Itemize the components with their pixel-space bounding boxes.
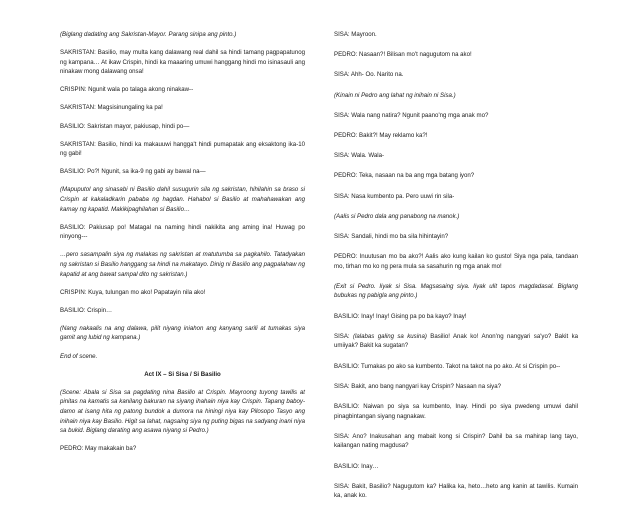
dialogue-line: SAKRISTAN: Basilio, may multa kang dalawang real dahil sa hindi tamang pagpapatunog ng kampana… At ikaw Crispin, hindi ka maaaring umuwi hanggang hindi mo isinasauli ang ninakaw mong dalawang onsa!	[60, 49, 305, 76]
dialogue-line: PEDRO: May makakain ba?	[60, 445, 137, 453]
inline-stage-direction: (lalabas galing sa kusina)	[352, 332, 427, 340]
dialogue-line: BASILIO: Po?! Ngunit, sa ika-9 ng gabi ay bawal na—	[60, 168, 206, 176]
dialogue-line: SISA: Ano? Inakusahan ang mabait kong si Crispin? Dahil ba sa mahirap lang tayo, kailangan nating magdusa?	[334, 432, 578, 450]
dialogue-line: BASILIO: Inay…	[334, 462, 379, 470]
dialogue-line: SISA: Ahh- Oo. Narito na.	[334, 71, 404, 79]
stage-direction: (Nang nakaalis na ang dalawa, pilit niyang iniahon ang kanyang sarili at tumakas siya gamit ang lubid ng kampana.)	[60, 324, 305, 342]
stage-direction: (Scene: Abala si Sisa sa pagdating nina Basilio at Crispin. Mayroong tuyong tawilis at pinitas na kamatis sa kanilang bakuran na siyang ihahain niya kay Crispin. Tapang baboy-damo at isang hita ng patong bundok a dumora na hiningi niya kay Pilosopo Tasyo ang inihain niya kay Basilio. Higit sa lahat, nagsaing siya ng puting bigas na sadyang inani niya sa bukid. Biglang darating ang asawa niyang si Pedro.)	[60, 388, 305, 435]
dialogue-line: BASILIO: Inay! Inay! Gising pa po ba kayo? Inay!	[334, 312, 467, 320]
dialogue-line: BASILIO: Pakiusap po! Matagal na naming hindi nakikita ang aming ina! Huwag po ninyong---	[60, 223, 305, 241]
stage-direction: (Kinain ni Pedro ang lahat ng inihain ni Sisa.)	[334, 91, 456, 99]
dialogue-line: BASILIO: Sakristan mayor, pakiusap, hindi po—	[60, 122, 190, 130]
dialogue-line: SAKRISTAN: Magsisinungaling ka pa!	[60, 104, 163, 112]
dialogue-line: SISA: Bakit, ano bang nangyari kay Crispin? Nasaan na siya?	[334, 382, 501, 390]
dialogue-line: BASILIO: Crispin…	[60, 306, 113, 314]
dialogue-line: SISA: Nasa kumbento pa. Pero uuwi rin sila-	[334, 192, 455, 200]
stage-direction: (Aalis si Pedro dala ang panabong na manok.)	[334, 212, 460, 220]
dialogue-line: CRISPIN: Kuya, tulungan mo ako! Papatayin nila ako!	[60, 288, 206, 296]
dialogue-line: SISA: Wala. Wala-	[334, 152, 385, 160]
stage-direction: (Mapuputol ang sinasabi ni Basilio dahil susugurin sila ng sakristan, hihilahin sa braso si Crispin at kakaladkarin pababa ng hagdan. Hahabol si Basilio at mahahawakan ang kamay ng kapatid. Makikipaghilahan si Basilio…	[60, 186, 305, 213]
act-heading: Act IX – Si Sisa / Si Basilio	[144, 370, 221, 378]
dialogue-line: PEDRO: Inuutusan mo ba ako?! Aalis ako kung kailan ko gusto! Siya nga pala, tandaan mo, tirhan mo ko ng pera mula sa sasahurin ng mga anak mo!	[334, 253, 578, 270]
stage-direction: (Biglang dadating ang Sakristan-Mayor. Parang sinipa ang pinto.)	[60, 31, 237, 38]
end-of-scene: End of scene.	[60, 352, 98, 360]
dialogue-line: SISA: Sandali, hindi mo ba sila hihintayin?	[334, 232, 449, 240]
dialogue-line: PEDRO: Teka, nasaan na ba ang mga batang iyon?	[334, 172, 475, 180]
stage-direction: (Exit si Pedro. Iiyak si Sisa. Magsasaing siya. Iiyak ulit tapos magdadasal. Biglang bubukas ng pabigla ang pinto.)	[334, 282, 578, 300]
dialogue-line: PEDRO: Bakit?! May reklamo ka?!	[334, 131, 428, 139]
dialogue-line	[334, 332, 578, 351]
speaker-prefix: SISA:	[334, 332, 353, 340]
dialogue-text: Basilio! Anak ko! Anon'ng nangyari sa'yo? Bakit ka umiiyak? Bakit ka sugatan?	[334, 332, 578, 350]
dialogue-line: SISA: Bakit, Basilio? Nagugutom ka? Halika ka, heto…heto ang kanin at tawilis. Kumain ka, anak ko.	[334, 482, 578, 500]
dialogue-line: SISA: Wala nang natira? Ngunit paano'ng mga anak mo?	[334, 111, 489, 119]
dialogue-line: SAKRISTAN: Basilio, hindi ka makauuwi hangga't hindi pumapatak ang eksaktong ika-10 ng gabi!	[60, 140, 305, 158]
right-column	[334, 30, 578, 512]
dialogue-line: BASILIO: Naiwan po siya sa kumbento, Inay. Hindi po siya pwedeng umuwi dahil pinagbintangan siyang nagnakaw.	[334, 402, 578, 420]
dialogue-line: BASILIO: Tumakas po ako sa kumbento. Takot na takot na po ako. At si Crispin po--	[334, 362, 561, 370]
stage-direction: …pero sasampalin siya ng malakas ng sakristan at matutumba sa pagkahilo. Tatadyakan ng sakristan si Basilio hanggang sa hindi na makatayo. Dinig ni Basilio ang pagpalahaw ng kapatid at ang bawat sampal dito ng sakristan.)	[60, 251, 305, 278]
dialogue-line: SISA: Mayroon.	[334, 31, 377, 38]
dialogue-line: CRISPIN: Ngunit wala po talaga akong ninakaw--	[60, 86, 194, 94]
dialogue-line: PEDRO: Nasaan?! Bilisan mo't nagugutom na ako!	[334, 51, 472, 59]
left-column	[60, 30, 305, 462]
